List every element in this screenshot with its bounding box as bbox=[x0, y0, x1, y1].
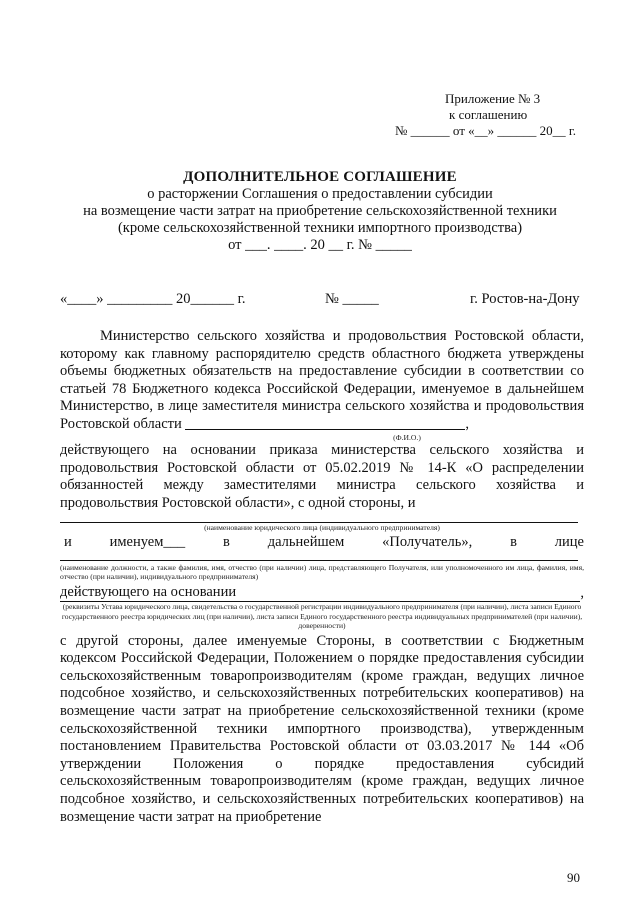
recipient-name-caption: (наименование юридического лица (индивидуального предпринимателя) bbox=[204, 523, 440, 533]
recipient-named-row: и именуем___ в дальнейшем «Получатель», в лице bbox=[64, 533, 584, 550]
recipient-name-blank bbox=[60, 512, 578, 523]
fio-blank bbox=[185, 417, 465, 430]
agreement-body bbox=[60, 328, 584, 826]
agreement-number-field: № _____ bbox=[325, 291, 379, 307]
appendix-agreement-details: № ______ от «__» ______ 20__ г. bbox=[395, 123, 577, 138]
title-subline-3: (кроме сельскохозяйственной техники импортного производства) bbox=[117, 220, 523, 236]
appendix-number: Приложение № 3 bbox=[445, 91, 541, 106]
appendix-agreement-ref: к соглашению bbox=[449, 107, 528, 122]
agreement-date-field: «____» _________ 20______ г. bbox=[60, 291, 246, 307]
title-subline-2: на возмещение части затрат на приобретение сельскохозяйственной техники bbox=[83, 203, 557, 219]
paragraph-basis: действующего на основании приказа министерства сельского хозяйства и продовольствия Ростовской области от 05.02.2019 № 14-К «О распределении обязанностей между заместителями министра сельского хозяйства и продовольствия Ростовской области», с одной стороны, и bbox=[60, 442, 584, 511]
paragraph-legal-basis: с другой стороны, далее именуемые Стороны, в соответствии с Бюджетным кодексом Российской Федерации, Положением о порядке предоставления субсидии сельскохозяйственным товаропроизводителям (кроме граждан, ведущих личное подсобное хозяйство, и сельскохозяйственных потребительских кооперативов) на возмещение части затрат на приобретение сельскохозяйственной техники (кроме сельскохозяйственной техники импортного производства), утвержденным постановлением Правительства Ростовской области от 03.03.2017 № 144 «Об утверждении Положения о порядке предоставления субсидий сельскохозяйственным товаропроизводителям (кроме граждан, ведущих личное подсобное хозяйство, и сельскохозяйственных потребительских кооперативов) на возмещение части затрат на приобретение bbox=[60, 632, 584, 825]
page-number: 90 bbox=[567, 870, 580, 885]
document-title-block bbox=[60, 169, 580, 254]
documents-caption: (реквизиты Устава юридического лица, свидетельства о государственной регистрации индивидуального предпринимателя (при наличии), листа записи Единого государственного реестра юридических лиц (при наличии), листа записи Единого государственного реестра индивидуальных предпринимателей (при наличии), доверенности) bbox=[61, 602, 583, 631]
representative-caption: (наименование должности, а также фамилия, имя, отчество (при наличии) лица, представляющего Получателя, или уполномоченного им лица, фамилия, имя, отчество (при наличии), индивидуального предпринимателя) bbox=[60, 562, 584, 582]
title-subline-1: о расторжении Соглашения о предоставлении субсидии bbox=[147, 186, 493, 202]
fio-caption: (Ф.И.О.) bbox=[393, 432, 421, 442]
title-date-number: от ___. ____. 20 __ г. № _____ bbox=[228, 237, 412, 253]
acting-basis-label: действующего на основании bbox=[60, 584, 236, 603]
representative-blank bbox=[60, 552, 578, 561]
paragraph-ministry: Министерство сельского хозяйства и продовольствия Ростовской области, которому как главному распорядителю средств областного бюджета утверждены объемы бюджетных обязательств на предоставление субсидии в соответствии со статьей 78 Бюджетного кодекса Российской Федерации, именуемое в дальнейшем Министерство, в лице заместителя министра сельского хозяйства и продовольствия Ростовской области , bbox=[60, 328, 584, 432]
document-title: ДОПОЛНИТЕЛЬНОЕ СОГЛАШЕНИЕ bbox=[183, 169, 457, 185]
appendix-header bbox=[395, 91, 595, 139]
acting-basis-blank bbox=[236, 587, 580, 602]
acting-basis-row: действующего на основании , bbox=[60, 583, 584, 601]
agreement-city: г. Ростов-на-Дону bbox=[470, 291, 580, 307]
